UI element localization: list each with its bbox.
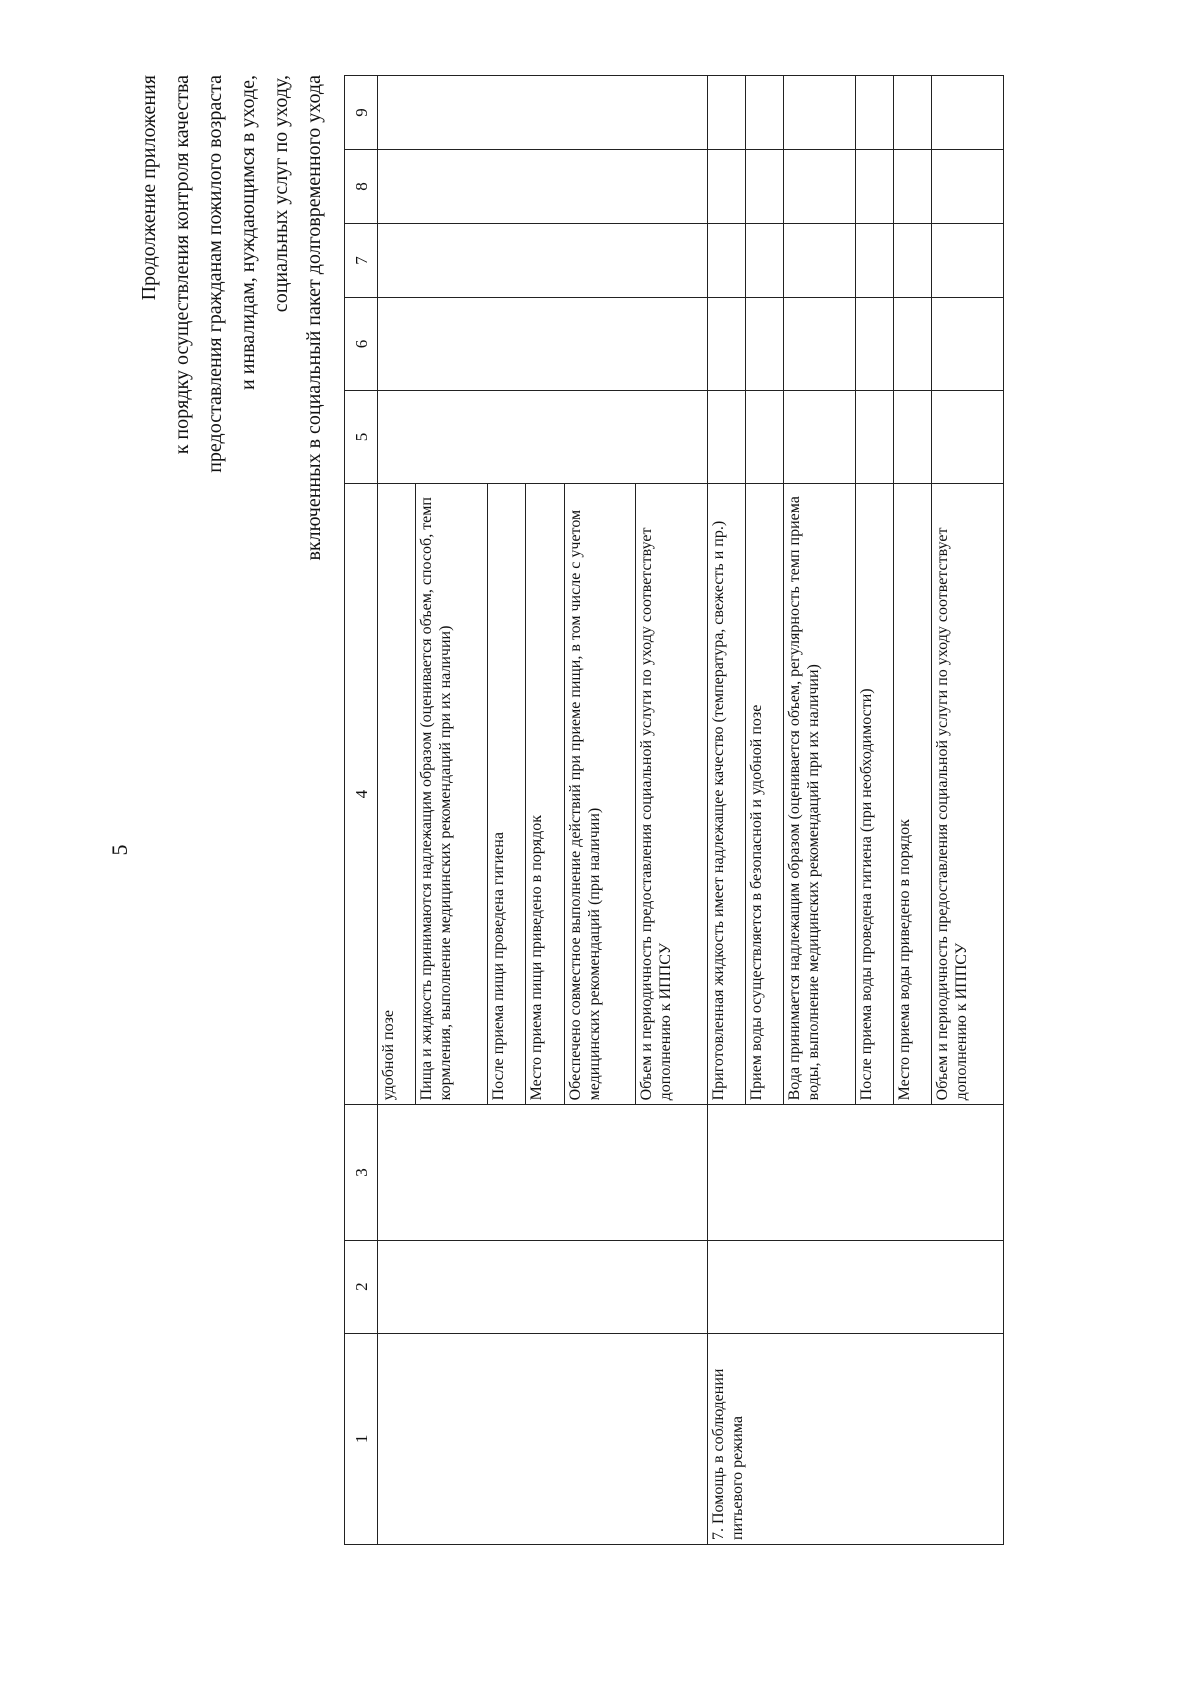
criterion-cell: удобной позе bbox=[378, 483, 416, 1104]
empty-cell bbox=[855, 224, 893, 298]
empty-cell bbox=[707, 224, 745, 298]
column-header: 8 bbox=[345, 150, 378, 224]
empty-cell bbox=[932, 224, 1004, 298]
empty-cell bbox=[855, 297, 893, 390]
service-name-cell bbox=[378, 1333, 708, 1544]
empty-cell bbox=[894, 150, 932, 224]
column-header: 5 bbox=[345, 390, 378, 483]
empty-cell bbox=[784, 224, 855, 298]
heading-line: предоставления гражданам пожилого возраста bbox=[204, 75, 226, 473]
empty-cell bbox=[894, 76, 932, 150]
column-header: 7 bbox=[345, 224, 378, 298]
heading-line: и инвалидам, нуждающимся в уходе, bbox=[237, 75, 259, 390]
empty-cell bbox=[784, 76, 855, 150]
table-row bbox=[378, 76, 416, 1545]
criterion-cell: Место приема пищи приведено в порядок bbox=[526, 483, 564, 1104]
column-header: 6 bbox=[345, 297, 378, 390]
empty-cell bbox=[707, 1240, 1003, 1333]
criterion-cell: Прием воды осуществляется в безопасной и удобной позе bbox=[745, 483, 783, 1104]
empty-cell bbox=[894, 390, 932, 483]
column-header: 2 bbox=[345, 1240, 378, 1333]
empty-cell bbox=[784, 390, 855, 483]
heading-line: к порядку осуществления контроля качества bbox=[171, 75, 193, 455]
empty-cell bbox=[378, 297, 708, 390]
empty-cell bbox=[855, 390, 893, 483]
column-header: 9 bbox=[345, 76, 378, 150]
empty-cell bbox=[707, 150, 745, 224]
empty-cell bbox=[894, 297, 932, 390]
criterion-cell: После приема пищи проведена гигиена bbox=[487, 483, 525, 1104]
criterion-cell: Приготовленная жидкость имеет надлежащее качество (температура, свежесть и пр.) bbox=[707, 483, 745, 1104]
empty-cell bbox=[932, 76, 1004, 150]
column-header: 4 bbox=[345, 483, 378, 1104]
criterion-cell: Пища и жидкость принимаются надлежащим образом (оценивается объем, способ, темп кормления, выполнение медицинских рекомендаций при их наличии) bbox=[416, 483, 487, 1104]
empty-cell bbox=[378, 224, 708, 298]
empty-cell bbox=[745, 150, 783, 224]
column-header: 3 bbox=[345, 1105, 378, 1240]
heading-line: включенных в социальный пакет долговременного ухода bbox=[303, 75, 325, 561]
criterion-cell: Объем и периодичность предоставления социальной услуги по уходу соответствует дополнению к ИППСУ bbox=[636, 483, 707, 1104]
empty-cell bbox=[378, 150, 708, 224]
empty-cell bbox=[707, 297, 745, 390]
empty-cell bbox=[745, 224, 783, 298]
table-row bbox=[707, 76, 745, 1545]
criterion-cell: После приема воды проведена гигиена (при необходимости) bbox=[855, 483, 893, 1104]
criterion-cell: Место приема воды приведено в порядок bbox=[894, 483, 932, 1104]
empty-cell bbox=[707, 1105, 1003, 1240]
empty-cell bbox=[745, 76, 783, 150]
empty-cell bbox=[932, 297, 1004, 390]
criterion-cell: Обеспечено совместное выполнение действий при приеме пищи, в том числе с учетом медицинских рекомендаций (при наличии) bbox=[564, 483, 635, 1104]
empty-cell bbox=[932, 390, 1004, 483]
empty-cell bbox=[707, 390, 745, 483]
quality-control-table-wrapper bbox=[344, 75, 1004, 1545]
column-header: 1 bbox=[345, 1333, 378, 1544]
document-heading bbox=[133, 75, 331, 755]
page-number: 5 bbox=[107, 844, 132, 856]
empty-cell bbox=[378, 76, 708, 150]
empty-cell bbox=[855, 76, 893, 150]
heading-title: Продолжение приложения bbox=[138, 75, 160, 301]
empty-cell bbox=[378, 1240, 708, 1333]
empty-cell bbox=[784, 297, 855, 390]
empty-cell bbox=[932, 150, 1004, 224]
column-number-row bbox=[345, 76, 378, 1545]
empty-cell bbox=[855, 150, 893, 224]
criterion-cell: Объем и периодичность предоставления социальной услуги по уходу соответствует дополнению к ИППСУ bbox=[932, 483, 1004, 1104]
service-name-cell: 7. Помощь в соблюдении питьевого режима bbox=[707, 1333, 1003, 1544]
quality-control-table bbox=[344, 75, 1004, 1545]
empty-cell bbox=[707, 76, 745, 150]
empty-cell bbox=[784, 150, 855, 224]
criterion-cell: Вода принимается надлежащим образом (оценивается объем, регулярность темп приема воды, выполнение медицинских рекомендаций при их наличии) bbox=[784, 483, 855, 1104]
empty-cell bbox=[745, 297, 783, 390]
heading-line: социальных услуг по уходу, bbox=[270, 75, 292, 313]
empty-cell bbox=[378, 1105, 708, 1240]
empty-cell bbox=[894, 224, 932, 298]
empty-cell bbox=[378, 390, 708, 483]
empty-cell bbox=[745, 390, 783, 483]
